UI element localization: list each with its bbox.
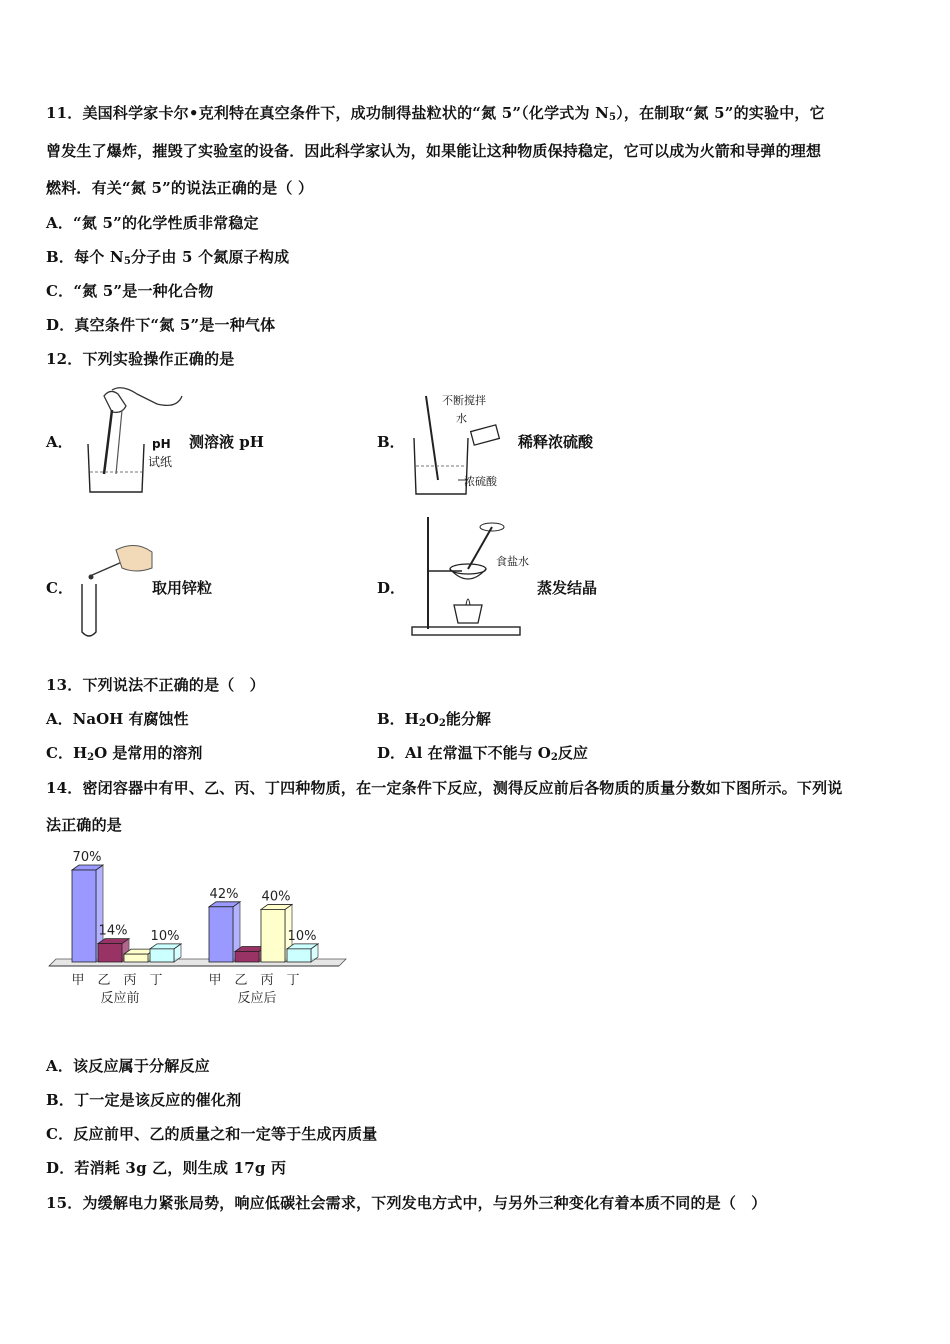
q13-option-d: D．Al 在常温下不能与 $O_2$反应 — [377, 744, 588, 763]
test-paper-label: 试纸 — [148, 455, 173, 469]
q14-line2: 法正确的是 — [46, 816, 123, 834]
q11-line3: 燃料．有关“氮 5”的说法正确的是（ ） — [46, 179, 314, 197]
data-label: 70% — [72, 850, 102, 865]
q14-option-b: B．丁一定是该反应的催化剂 — [46, 1091, 242, 1109]
bar-反应后-丁 — [287, 949, 311, 962]
q13-option-a: A．NaOH 有腐蚀性 — [46, 710, 189, 728]
stir-label: 不断搅拌 — [442, 394, 486, 407]
q12-a-illustration — [82, 384, 192, 496]
group-label: 反应前 — [100, 991, 140, 1006]
bar-反应前-甲 — [72, 870, 96, 962]
q12-d-label: 蒸发结晶 — [537, 579, 598, 597]
category-label: 丁 — [149, 973, 163, 988]
bar-反应前-乙 — [98, 944, 122, 962]
q11-option-a: A．“氮 5”的化学性质非常稳定 — [46, 214, 259, 232]
q14-option-c: C．反应前甲、乙的质量之和一定等于生成丙质量 — [46, 1125, 378, 1143]
category-label: 甲 — [71, 973, 85, 988]
bar-反应前-丙 — [124, 954, 148, 962]
q11-line1: 11．美国科学家卡尔•克利特在真空条件下，成功制得盐粒状的“氮 5”（化学式为 $N_5$），在制取“氮 5”的实验中，它 — [46, 104, 825, 123]
q12-b-label: 稀释浓硫酸 — [518, 433, 594, 451]
q12-stem: 12．下列实验操作正确的是 — [46, 350, 235, 368]
salt-water-label: 食盐水 — [496, 555, 529, 568]
ph-label: pH — [152, 437, 171, 451]
q12-c-illustration — [76, 540, 158, 642]
category-label: 乙 — [97, 973, 111, 988]
q11-line2: 曾发生了爆炸，摧毁了实验室的设备．因此科学家认为，如果能让这种物质保持稳定，它可以成为火箭和导弹的理想 — [46, 142, 822, 160]
category-label: 丙 — [123, 973, 137, 988]
acid-label: 浓硫酸 — [464, 475, 497, 488]
data-label: 42% — [209, 886, 239, 902]
data-label: 40% — [261, 889, 291, 905]
group-label: 反应后 — [237, 991, 277, 1006]
q13-option-b: B．$H_2O_2$能分解 — [377, 710, 491, 729]
q11-option-b: B．每个 $N_5$分子由 5 个氮原子构成 — [46, 248, 290, 267]
q13-option-c: C．$H_2O$ 是常用的溶剂 — [46, 744, 203, 763]
q14-option-a: A．该反应属于分解反应 — [46, 1057, 210, 1075]
q11-option-d: D．真空条件下“氮 5”是一种气体 — [46, 316, 276, 334]
q13-stem: 13．下列说法不正确的是（ ） — [46, 676, 265, 694]
bar-反应后-甲 — [209, 907, 233, 962]
q11-option-c: C．“氮 5”是一种化合物 — [46, 282, 214, 300]
q12-d-illustration — [408, 515, 529, 639]
q12-a-letter: A． — [46, 433, 73, 451]
q12-b-letter: B． — [377, 433, 405, 451]
q12-c-letter: C． — [46, 579, 73, 597]
category-label: 丙 — [260, 973, 274, 988]
q14-line1: 14．密闭容器中有甲、乙、丙、丁四种物质，在一定条件下反应，测得反应前后各物质的质量分数如下图所示。下列说 — [46, 779, 843, 797]
q12-b-illustration — [408, 390, 518, 500]
q12-a-label: 测溶液 pH — [189, 433, 264, 451]
data-label: 10% — [150, 928, 180, 944]
mass-fraction-chart — [44, 840, 354, 1015]
bar-反应后-丙 — [261, 909, 285, 962]
bar-反应后-乙 — [235, 951, 259, 962]
category-label: 丁 — [286, 973, 300, 988]
category-label: 乙 — [234, 973, 248, 988]
water-label: 水 — [456, 412, 467, 425]
q15-stem: 15．为缓解电力紧张局势，响应低碳社会需求，下列发电方式中，与另外三种变化有着本质不同的是（ ） — [46, 1194, 767, 1212]
q12-c-label: 取用锌粒 — [152, 579, 213, 597]
bar-反应前-丁 — [150, 949, 174, 962]
q12-d-letter: D． — [377, 579, 406, 597]
data-label: 14% — [98, 923, 128, 939]
q14-option-d: D．若消耗 3g 乙，则生成 17g 丙 — [46, 1159, 287, 1177]
data-label: 10% — [287, 928, 317, 944]
category-label: 甲 — [208, 973, 222, 988]
